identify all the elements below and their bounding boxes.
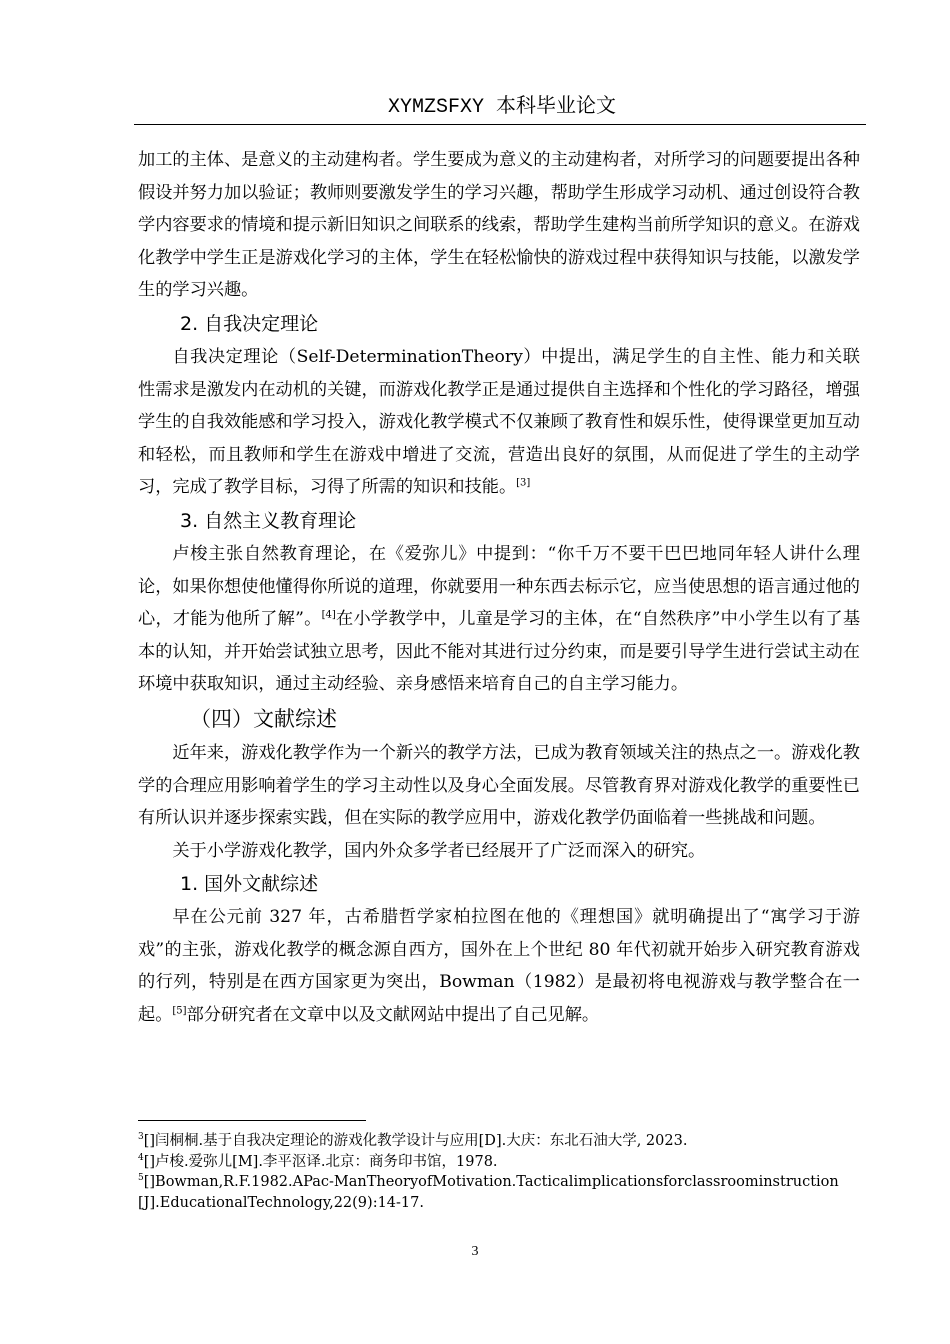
section-heading-literature-review: （四）文献综述	[190, 706, 337, 731]
footnote-number: 4	[138, 1152, 144, 1163]
paragraph	[138, 901, 860, 1031]
paragraph-text: 部分研究者在文章中以及文献网站中提出了自己见解。	[186, 1005, 600, 1026]
citation-ref[interactable]: [4]	[321, 609, 336, 621]
paragraph-text: 自我决定理论（Self-DeterminationTheory）中提出，满足学生的自主性、能力和关联性需求是激发内在动机的关键，而游戏化教学正是通过提供自主选择和个性化的学习路径，增强学生的自我效能感和学习投入，游戏化教学模式不仅兼顾了教育性和娱乐性，使得课堂更加互动和轻松，而且教师和学生在游戏中增进了交流，营造出良好的氛围，从而促进了学生的主动学习，完成了教学目标，习得了所需的知识和技能。	[138, 346, 860, 498]
footnote-number: 3	[138, 1132, 144, 1143]
paragraph: 近年来，游戏化教学作为一个新兴的教学方法，已成为教育领域关注的热点之一。游戏化教学的合理应用影响着学生的学习主动性以及身心全面发展。尽管教育界对游戏化教学的重要性已有所认识并逐步探索实践，但在实际的教学应用中，游戏化教学仍面临着一些挑战和问题。	[138, 742, 860, 829]
citation-ref[interactable]: [5]	[172, 1005, 187, 1017]
footnotes	[138, 1131, 856, 1213]
section-heading-foreign-literature: 1. 国外文献综述	[180, 873, 319, 896]
paragraph: 关于小学游戏化教学，国内外众多学者已经展开了广泛而深入的研究。	[172, 840, 706, 861]
paragraph-text: 早在公元前 327 年，古希腊哲学家柏拉图在他的《理想国》就明确提出了“寓学习于游戏”的主张，游戏化教学的概念源自西方，国外在上个世纪 80 年代初就开始步入研究教育游戏的行列，特别是在西方国家更为突出，Bowman（1982）是最初将电视游戏与教学整合在一起。	[138, 907, 860, 1026]
footnote-divider	[138, 1120, 366, 1121]
section-heading-self-determination: 2. 自我决定理论	[180, 312, 319, 335]
section-heading-naturalism: 3. 自然主义教育理论	[180, 509, 357, 532]
footnote-item	[138, 1172, 856, 1213]
paragraph: 加工的主体、是意义的主动建构者。学生要成为意义的主动建构者，对所学习的问题要提出各种假设并努力加以验证；教师则要激发学生的学习兴趣，帮助学生形成学习动机、通过创设符合教学内容要求的情境和提示新旧知识之间联系的线索，帮助学生建构当前所学知识的意义。在游戏化教学中学生正是游戏化学习的主体，学生在轻松愉快的游戏过程中获得知识与技能，以激发学生的学习兴趣。	[138, 150, 860, 301]
page-number: 3	[471, 1244, 479, 1259]
header-divider	[134, 124, 866, 125]
paragraph-text: 在小学教学中，儿童是学习的主体，在“自然秩序”中小学生以有了基本的认知，并开始尝试独立思考，因此不能对其进行过分约束，而是要引导学生进行尝试主动在环境中获取知识，通过主动经验、亲身感悟来培育自己的自主学习能力。	[138, 609, 861, 695]
paragraph	[138, 341, 860, 504]
footnote-text: []卢梭.爱弥儿[M].李平沤译.北京：商务印书馆，1978.	[143, 1153, 498, 1170]
footnote-number: 5	[138, 1173, 144, 1184]
paragraph-text: 卢梭主张自然教育理论，在《爱弥儿》中提到：“你千万不要干巴巴地同年轻人讲什么理论，如果你想使他懂得你所说的道理，你就要用一种东西去标示它，应当使思想的语言通过他的心，才能为他所了解”。	[138, 543, 860, 630]
footnote-item	[138, 1131, 856, 1152]
paragraph	[138, 538, 860, 701]
page-header-title: XYMZSFXY 本科毕业论文	[387, 96, 617, 119]
footnote-text: []闫桐桐.基于自我决定理论的游戏化教学设计与应用[D].大庆：东北石油大学, 2023.	[143, 1133, 688, 1149]
footnote-text: []Bowman,R.F.1982.APac-ManTheoryofMotivation.Tacticalimplicationsforclassroominstruction[J].EducationalTechnology,22(9):14-17.	[138, 1174, 839, 1211]
body-content	[138, 144, 860, 1032]
footnote-item	[138, 1152, 856, 1173]
citation-ref[interactable]: [3]	[516, 477, 531, 489]
